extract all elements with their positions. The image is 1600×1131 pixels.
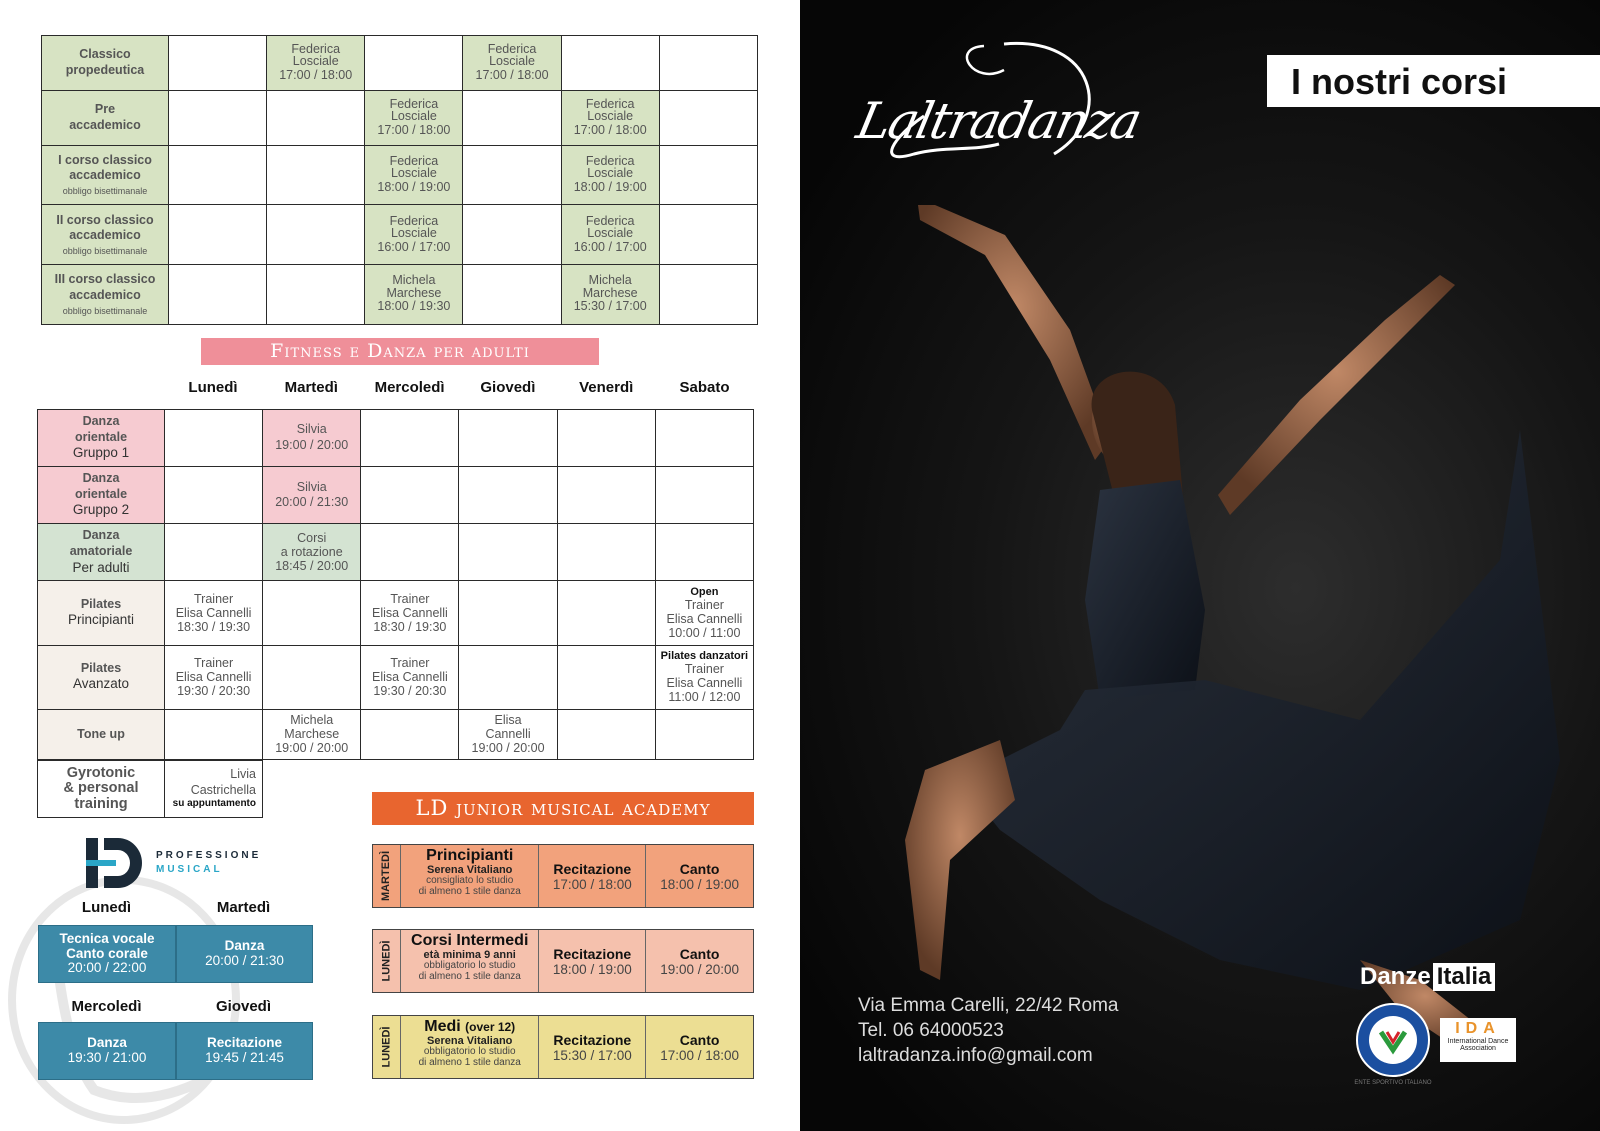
fitness-cell: Silvia 20:00 / 21:30: [263, 467, 361, 524]
junior-recitazione: Recitazione 17:00 / 18:00: [539, 845, 646, 907]
fitness-cell: [361, 467, 459, 524]
classic-cell: [659, 145, 757, 205]
classic-cell: Federica Losciale 17:00 / 18:00: [267, 36, 365, 91]
contact-phone: Tel. 06 64000523: [858, 1020, 1004, 1041]
fitness-cell: [361, 524, 459, 581]
classic-cell: [561, 36, 659, 91]
dancer-photo: [800, 0, 1600, 1131]
fitness-row: [38, 410, 754, 467]
fitness-cell: [557, 467, 655, 524]
classic-cell: [463, 145, 561, 205]
fitness-cell: [459, 645, 557, 709]
danze-italia-logo: Danze Italia: [1360, 963, 1495, 991]
fitness-cell: Corsi a rotazione 18:45 / 20:00: [263, 524, 361, 581]
classic-row: [42, 145, 758, 205]
junior-day: LUNEDÌ: [373, 1016, 401, 1078]
gyrotonic-label: Gyrotonic & personal training: [38, 761, 165, 818]
contact-email[interactable]: laltradanza.info@gmail.com: [858, 1045, 1093, 1066]
ld-logo: [84, 836, 284, 892]
classic-row-label: Pre accademico: [42, 90, 169, 145]
fitness-cell: [361, 410, 459, 467]
ld-logo-icon: [84, 836, 144, 890]
page-heading: I nostri corsi: [1291, 61, 1508, 102]
classic-row: [42, 265, 758, 325]
classic-cell: [267, 205, 365, 265]
musical-day-label: Giovedì: [215, 998, 271, 1015]
classic-cell: Federica Losciale 18:00 / 19:00: [561, 145, 659, 205]
fitness-cell: [655, 709, 753, 759]
fitness-cell: [655, 467, 753, 524]
classic-cell: Michela Marchese 18:00 / 19:30: [365, 265, 463, 325]
ente-sportivo-badge-icon: [1355, 1002, 1431, 1078]
fitness-cell: [263, 581, 361, 645]
fitness-cell: Silvia 19:00 / 20:00: [263, 410, 361, 467]
fitness-cell: Trainer Elisa Cannelli 18:30 / 19:30: [361, 581, 459, 645]
classic-cell: Federica Losciale 17:00 / 18:00: [463, 36, 561, 91]
fitness-row: [38, 581, 754, 645]
classic-cell: Federica Losciale 17:00 / 18:00: [561, 90, 659, 145]
classic-row: [42, 90, 758, 145]
ld-logo-line1: PROFESSIONE: [156, 850, 262, 861]
classic-schedule-table: [41, 35, 758, 325]
musical-row-1: [38, 925, 313, 983]
classic-cell: [169, 145, 267, 205]
fitness-row-label: Danza orientale Gruppo 1: [38, 410, 165, 467]
junior-canto: Canto 19:00 / 20:00: [660, 945, 740, 977]
weekday-label: Giovedì: [480, 379, 536, 396]
classic-cell: [169, 90, 267, 145]
classic-row-label: Classico propedeutica: [42, 36, 169, 91]
fitness-cell: [165, 524, 263, 581]
weekday-label: Venerdì: [579, 379, 634, 396]
weekday-label: Mercoledì: [374, 379, 445, 396]
classic-cell: [463, 205, 561, 265]
junior-course-block: [372, 1015, 754, 1079]
fitness-banner: [201, 338, 599, 365]
fitness-row: [38, 467, 754, 524]
fitness-row-label: Tone up: [38, 709, 165, 759]
fitness-cell: [459, 410, 557, 467]
fitness-schedule-table: [37, 409, 754, 760]
fitness-cell: [557, 645, 655, 709]
fitness-cell: Elisa Cannelli 19:00 / 20:00: [459, 709, 557, 759]
classic-row-label: II corso classico accademico obbligo bisettimanale: [42, 205, 169, 265]
junior-course-info: Medi (over 12) Serena Vitaliano obbligatorio lo studio di almeno 1 stile danza: [401, 1016, 539, 1078]
ida-logo: IDA International Dance Association: [1440, 1018, 1516, 1062]
musical-day-label: Lunedì: [81, 899, 132, 916]
ente-label: ENTE SPORTIVO ITALIANO: [1354, 1080, 1432, 1086]
contact-address: Via Emma Carelli, 22/42 Roma: [858, 995, 1119, 1016]
junior-canto: Canto 18:00 / 19:00: [660, 860, 740, 892]
junior-day: MARTEDÌ: [373, 845, 401, 907]
weekday-label: Martedì: [284, 379, 338, 396]
fitness-cell: [557, 581, 655, 645]
musical-cell: Recitazione 19:45 / 21:45: [176, 1022, 313, 1080]
classic-row: [42, 36, 758, 91]
classic-row-label: I corso classico accademico obbligo bisettimanale: [42, 145, 169, 205]
musical-day-label: Mercoledì: [71, 998, 142, 1015]
fitness-title: Fitness e Danza per adulti: [270, 340, 530, 362]
fitness-row-label: Danza amatoriale Per adulti: [38, 524, 165, 581]
fitness-cell: Trainer Elisa Cannelli 19:30 / 20:30: [165, 645, 263, 709]
fitness-row: [38, 524, 754, 581]
fitness-row-label: Pilates Principianti: [38, 581, 165, 645]
junior-course-block: [372, 844, 754, 908]
ld-watermark-icon: [4, 850, 244, 1130]
fitness-cell: Trainer Elisa Cannelli 19:30 / 20:30: [361, 645, 459, 709]
classic-cell: Federica Losciale 17:00 / 18:00: [365, 90, 463, 145]
junior-course-block: [372, 929, 754, 993]
fitness-cell: [557, 524, 655, 581]
classic-row: [42, 205, 758, 265]
junior-recitazione: Recitazione 15:30 / 17:00: [539, 1016, 646, 1078]
classic-cell: Federica Losciale 16:00 / 17:00: [561, 205, 659, 265]
fitness-cell: [459, 581, 557, 645]
fitness-row: [38, 645, 754, 709]
fitness-row: [38, 709, 754, 759]
classic-cell: [169, 265, 267, 325]
fitness-row-label: Pilates Avanzato: [38, 645, 165, 709]
gyrotonic-table: [37, 760, 263, 818]
classic-cell: [267, 145, 365, 205]
classic-cell: [365, 36, 463, 91]
musical-row-2: [38, 1022, 313, 1080]
fitness-cell: [655, 410, 753, 467]
fitness-cell: Pilates danzatori Trainer Elisa Cannelli 11:00 / 12:00: [655, 645, 753, 709]
fitness-cell: [165, 467, 263, 524]
fitness-cell: Open Trainer Elisa Cannelli 10:00 / 11:00: [655, 581, 753, 645]
classic-cell: [169, 205, 267, 265]
classic-cell: Federica Losciale 18:00 / 19:00: [365, 145, 463, 205]
classic-cell: [659, 265, 757, 325]
fitness-cell: [263, 645, 361, 709]
fitness-cell: Michela Marchese 19:00 / 20:00: [263, 709, 361, 759]
classic-cell: [463, 90, 561, 145]
musical-day-label: Martedì: [216, 899, 271, 916]
fitness-cell: [459, 524, 557, 581]
cover-page: [800, 0, 1600, 1131]
musical-cell: Danza 20:00 / 21:30: [176, 925, 313, 983]
fitness-cell: [361, 709, 459, 759]
fitness-cell: [557, 709, 655, 759]
classic-cell: Michela Marchese 15:30 / 17:00: [561, 265, 659, 325]
fitness-cell: [165, 709, 263, 759]
fitness-cell: [557, 410, 655, 467]
weekday-label: Lunedì: [188, 379, 238, 396]
classic-cell: [659, 205, 757, 265]
junior-canto: Canto 17:00 / 18:00: [660, 1031, 740, 1063]
fitness-row-label: Danza orientale Gruppo 2: [38, 467, 165, 524]
fitness-cell: [655, 524, 753, 581]
classic-cell: [659, 36, 757, 91]
classic-cell: [267, 265, 365, 325]
classic-cell: Federica Losciale 16:00 / 17:00: [365, 205, 463, 265]
musical-cell: Danza 19:30 / 21:00: [38, 1022, 176, 1080]
fitness-cell: Trainer Elisa Cannelli 18:30 / 19:30: [165, 581, 263, 645]
junior-title: LD junior musical academy: [415, 796, 711, 820]
classic-cell: [169, 36, 267, 91]
junior-banner: [372, 792, 754, 825]
junior-course-info: Corsi Intermedi età minima 9 anni obbligatorio lo studio di almeno 1 stile danza: [401, 930, 539, 992]
fitness-cell: [459, 467, 557, 524]
classic-cell: [659, 90, 757, 145]
weekday-label: Sabato: [679, 379, 730, 396]
junior-course-info: Principianti Serena Vitaliano consigliato lo studio di almeno 1 stile danza: [401, 845, 539, 907]
classic-cell: [463, 265, 561, 325]
classic-cell: [267, 90, 365, 145]
junior-day: LUNEDÌ: [373, 930, 401, 992]
musical-cell: Tecnica vocale Canto corale 20:00 / 22:00: [38, 925, 176, 983]
gyrotonic-teacher: Livia Castrichella su appuntamento: [165, 761, 263, 818]
brand-logo: Laltradanza: [851, 92, 1146, 150]
ld-logo-line2: MUSICAL: [156, 864, 223, 875]
classic-row-label: III corso classico accademico obbligo bisettimanale: [42, 265, 169, 325]
junior-recitazione: Recitazione 18:00 / 19:00: [539, 930, 646, 992]
fitness-cell: [165, 410, 263, 467]
